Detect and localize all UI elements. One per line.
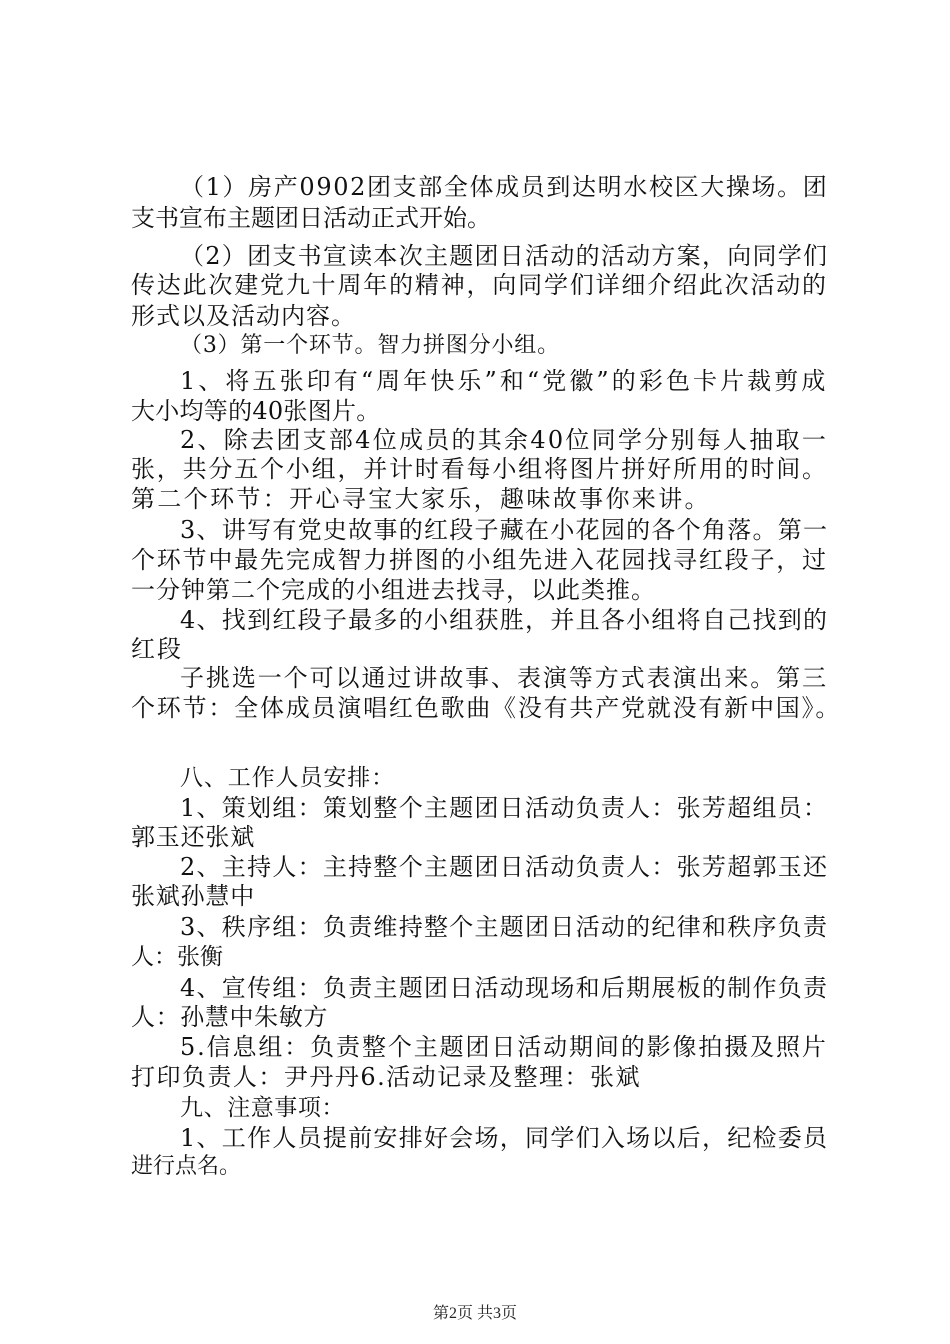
text-line: 1、将五张印有“周年快乐”和“党徽”的彩色卡片裁剪成 xyxy=(180,367,829,395)
text-line: 4、找到红段子最多的小组获胜，并且各小组将自己找到的 xyxy=(180,606,829,634)
text-line: 形式以及活动内容。 xyxy=(131,302,356,330)
text-line: 1、工作人员提前安排好会场，同学们入场以后，纪检委员 xyxy=(180,1124,829,1152)
text-line: 大小均等的40张图片。 xyxy=(131,397,381,425)
text-line: 个环节：全体成员演唱红色歌曲《没有共产党就没有新中国》。 xyxy=(131,694,842,722)
text-line: 5.信息组：负责整个主题团日活动期间的影像拍摄及照片 xyxy=(180,1033,828,1061)
text-line: （1）房产0902团支部全体成员到达明水校区大操场。团 xyxy=(180,173,829,201)
text-line: 八、工作人员安排： xyxy=(180,765,396,791)
text-line: 人：孙慧中朱敏方 xyxy=(131,1003,329,1031)
text-line: 九、注意事项： xyxy=(180,1095,345,1121)
text-line: 张斌孙慧中 xyxy=(131,882,255,910)
text-line: 4、宣传组：负责主题团日活动现场和后期展板的制作负责 xyxy=(180,974,829,1002)
text-line: 第二个环节：开心寻宝大家乐，趣味故事你来讲。 xyxy=(131,485,711,513)
text-line: 2、除去团支部4位成员的其余40位同学分别每人抽取一 xyxy=(180,426,829,454)
text-line: 子挑选一个可以通过讲故事、表演等方式表演出来。第三 xyxy=(180,664,828,692)
text-line: 2、主持人：主持整个主题团日活动负责人：张芳超郭玉还 xyxy=(180,853,829,881)
text-line: 红段 xyxy=(131,635,183,663)
text-line: 3、秩序组：负责维持整个主题团日活动的纪律和秩序负责 xyxy=(180,913,829,941)
text-line: 人：张衡 xyxy=(131,944,223,970)
text-line: 一分钟第二个完成的小组进去找寻，以此类推。 xyxy=(131,576,656,604)
text-line: 打印负责人：尹丹丹6.活动记录及整理：张斌 xyxy=(131,1063,641,1091)
text-line: 进行点名。 xyxy=(131,1154,242,1179)
text-line: （3）第一个环节。智力拼图分小组。 xyxy=(180,333,560,358)
text-line: 支书宣布主题团日活动正式开始。 xyxy=(131,204,491,232)
text-line: 郭玉还张斌 xyxy=(131,823,255,851)
text-line: 1、策划组：策划整个主题团日活动负责人：张芳超组员： xyxy=(180,794,829,822)
text-line: （2）团支书宣读本次主题团日活动的活动方案，向同学们 xyxy=(180,242,829,270)
text-line: 个环节中最先完成智力拼图的小组先进入花园找寻红段子，过 xyxy=(131,546,828,574)
text-line: 3、讲写有党史故事的红段子藏在小花园的各个角落。第一 xyxy=(180,516,829,544)
text-line: 张，共分五个小组，并计时看每小组将图片拼好所用的时间。 xyxy=(131,455,828,483)
page-footer: 第2页 共3页 xyxy=(432,1305,517,1322)
text-line: 传达此次建党九十周年的精神，向同学们详细介绍此次活动的 xyxy=(131,271,828,299)
